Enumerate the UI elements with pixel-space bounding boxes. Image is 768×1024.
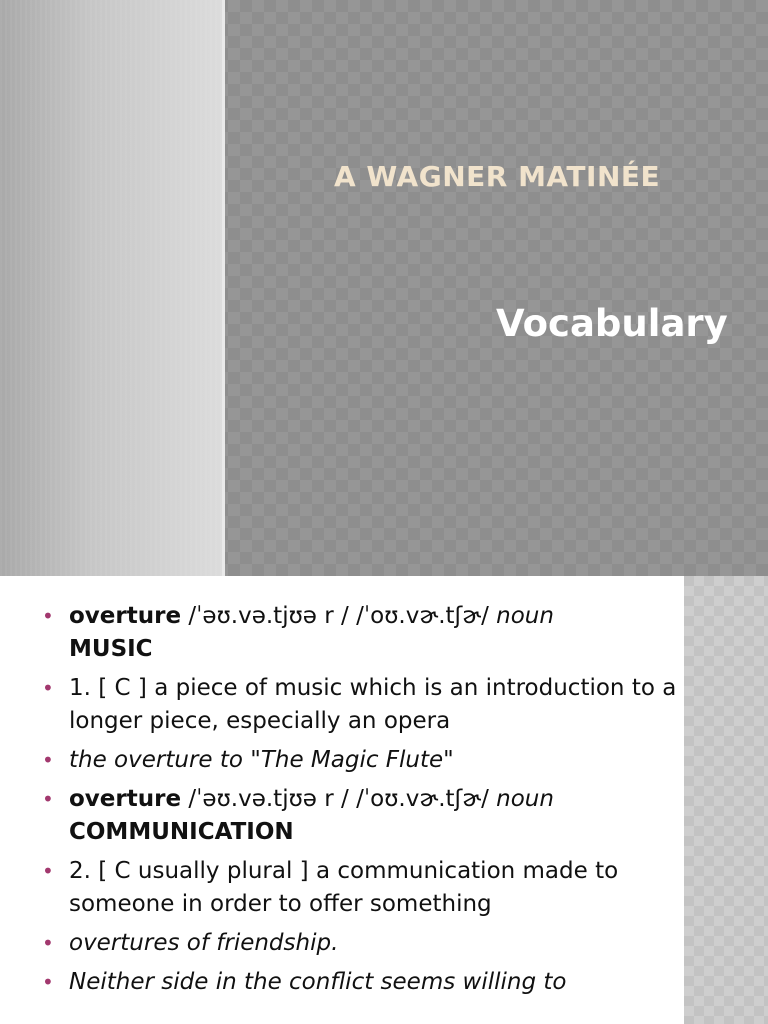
definition-text: 2. [ C usually plural ] a communication made to someone in order to offer something xyxy=(69,858,619,917)
list-item-definition-heading-2 xyxy=(40,783,680,849)
slide-title: A WAGNER MATINÉE xyxy=(334,160,661,193)
list-item-example-3 xyxy=(40,966,680,999)
example-text: Neither side in the conflict seems willing to xyxy=(69,969,567,995)
bullet-icon: • xyxy=(42,970,54,994)
bullet-icon: • xyxy=(42,787,54,811)
bullet-icon: • xyxy=(42,748,54,772)
part-of-speech: noun xyxy=(496,786,554,812)
slide-subtitle: Vocabulary xyxy=(496,302,728,345)
example-text: the overture to "The Magic Flute" xyxy=(69,747,454,773)
bullet-icon: • xyxy=(42,859,54,883)
decorative-side-panel xyxy=(0,0,224,576)
vocabulary-list xyxy=(40,600,680,1005)
pronunciation: /ˈəʊ.və.tjʊə r / /ˈoʊ.vɚ.tʃɚ/ xyxy=(181,603,497,629)
list-item-definition-1 xyxy=(40,672,680,738)
decorative-right-strip xyxy=(684,576,768,1024)
definition-text: 1. [ C ] a piece of music which is an introduction to a longer piece, especially an opera xyxy=(69,675,677,734)
bullet-icon: • xyxy=(42,676,54,700)
vocabulary-slide xyxy=(0,576,768,1024)
part-of-speech: noun xyxy=(496,603,554,629)
list-item-definition-heading-1 xyxy=(40,600,680,666)
pronunciation: /ˈəʊ.və.tjʊə r / /ˈoʊ.vɚ.tʃɚ/ xyxy=(181,786,497,812)
vocab-word: overture xyxy=(69,603,182,629)
bullet-icon: • xyxy=(42,931,54,955)
usage-domain: COMMUNICATION xyxy=(69,819,294,845)
example-text: overtures of friendship. xyxy=(69,930,339,956)
list-item-example-1 xyxy=(40,744,680,777)
usage-domain: MUSIC xyxy=(69,636,153,662)
list-item-definition-2 xyxy=(40,855,680,921)
list-item-example-2 xyxy=(40,927,680,960)
side-panel-divider xyxy=(222,0,225,576)
bullet-icon: • xyxy=(42,604,54,628)
vocab-word: overture xyxy=(69,786,182,812)
